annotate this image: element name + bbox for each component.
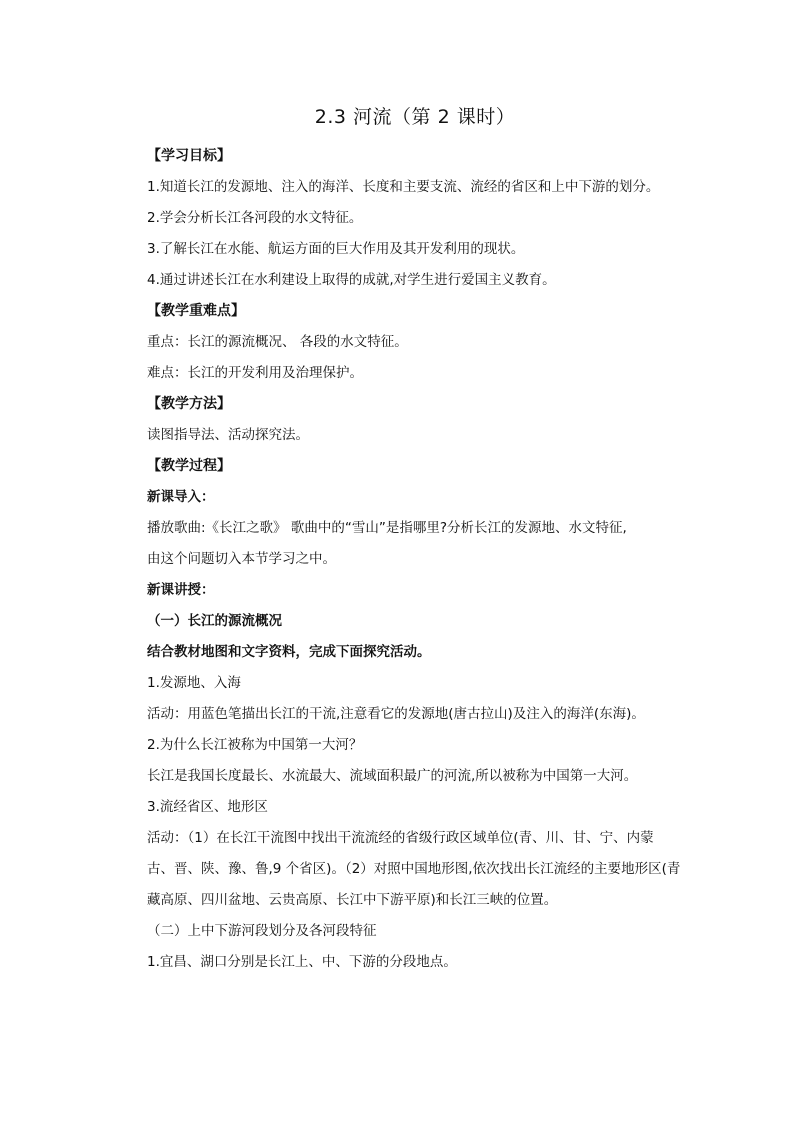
document-body xyxy=(147,104,683,978)
objective-2: 2.学会分析长江各河段的水文特征。 xyxy=(147,210,363,226)
item-source-mouth: 1.发源地、入海 xyxy=(147,675,241,691)
activity-source-mouth: 活动：用蓝色笔描出长江的干流,注意看它的发源地(唐古拉山)及注入的海洋(东海)。 xyxy=(147,706,645,722)
intro-text-line-2: 由这个问题切入本节学习之中。 xyxy=(147,551,336,567)
item-provinces-landforms: 3.流经省区、地形区 xyxy=(147,799,268,815)
answer-largest-river: 长江是我国长度最长、水流最大、流域面积最广的河流,所以被称为中国第一大河。 xyxy=(147,768,638,784)
activity-provinces-line-1: 活动：（1）在长江干流图中找出干流流经的省级行政区域单位(青、川、甘、宁、内蒙 xyxy=(147,830,654,846)
difficult-point: 难点：长江的开发利用及治理保护。 xyxy=(147,365,363,381)
subheading-source-overview: （一）长江的源流概况 xyxy=(147,613,282,629)
objective-4: 4.通过讲述长江在水利建设上取得的成就,对学生进行爱国主义教育。 xyxy=(147,272,556,288)
item-section-division: 1.宜昌、湖口分别是长江上、中、下游的分段地点。 xyxy=(147,954,457,970)
key-point: 重点：长江的源流概况、 各段的水文特征。 xyxy=(147,334,408,350)
section-heading-process: 【教学过程】 xyxy=(147,458,231,474)
section-heading-objectives: 【学习目标】 xyxy=(147,148,231,164)
objective-3: 3.了解长江在水能、航运方面的巨大作用及其开发利用的现状。 xyxy=(147,241,525,257)
page-title: 2.3 河流（第 2 课时） xyxy=(314,106,516,128)
objective-1: 1.知道长江的发源地、注入的海洋、长度和主要支流、流经的省区和上中下游的划分。 xyxy=(147,179,660,195)
subheading-lecture: 新课讲授： xyxy=(147,582,215,598)
section-heading-key-points: 【教学重难点】 xyxy=(147,303,245,319)
activity-instruction: 结合教材地图和文字资料，完成下面探究活动。 xyxy=(147,644,431,660)
item-question-largest-river: 2.为什么长江被称为中国第一大河？ xyxy=(147,737,363,753)
intro-text-line-1: 播放歌曲:《长江之歌》 歌曲中的“雪山”是指哪里?分析长江的发源地、水文特征, xyxy=(147,520,627,536)
activity-provinces-line-3: 藏高原、四川盆地、云贵高原、长江中下游平原)和长江三峡的位置。 xyxy=(147,892,558,908)
section-heading-methods: 【教学方法】 xyxy=(147,396,231,412)
methods-text: 读图指导法、活动探究法。 xyxy=(147,427,309,443)
activity-provinces-line-2: 古、晋、陕、豫、鲁,9 个省区)。（2）对照中国地形图,依次找出长江流经的主要地形区(青 xyxy=(147,861,681,877)
subheading-river-sections: （二）上中下游河段划分及各河段特征 xyxy=(147,923,377,939)
subheading-intro: 新课导入： xyxy=(147,489,215,505)
